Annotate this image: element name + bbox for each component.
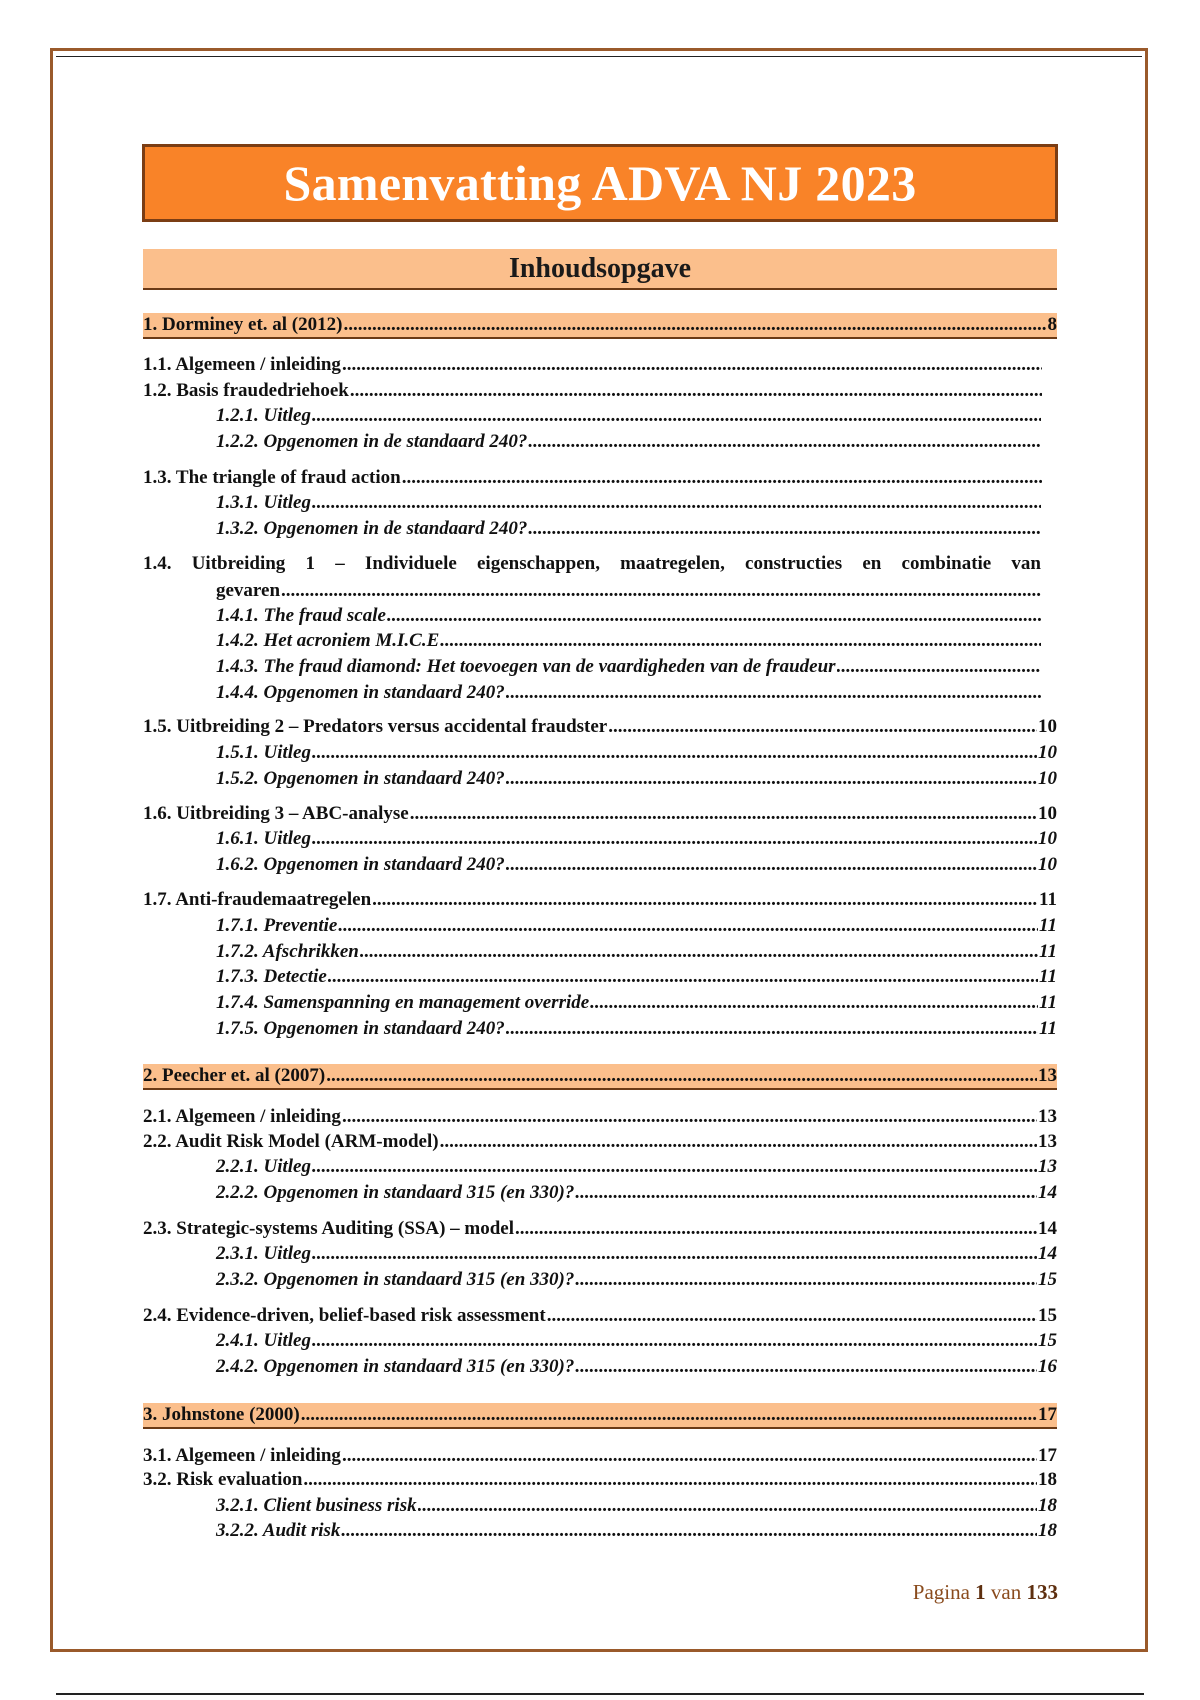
toc-label: 2.4.2. Opgenomen in standaard 315 (en 330)? [216,1356,575,1377]
dot-leader [575,1182,1037,1204]
toc-heading: Inhoudsopgave [143,249,1057,290]
toc-label: 1.7.1. Preventie [216,915,338,936]
toc-label: 2. Peecher et. al (2007) [143,1065,326,1086]
dot-leader [506,682,1041,704]
toc-entry-1-4[interactable] [216,578,1042,602]
toc-label: 1.4.1. The fraud scale [216,605,386,626]
toc-page: 14 [1038,1218,1057,1239]
dot-leader [387,605,1041,627]
toc-label: 1.6.2. Opgenomen in standaard 240? [216,854,505,875]
toc-entry-3-2-1[interactable] [216,1493,1057,1517]
toc-entry-1-6[interactable] [143,801,1057,825]
toc-page: 13 [1038,1156,1057,1177]
toc-page: 15 [1038,1305,1057,1326]
toc-page: 17 [1038,1445,1057,1466]
toc-label: 1.3.1. Uitleg [216,492,311,513]
toc-entry-1-3-1[interactable] [216,490,1042,514]
toc-label: 1.3.2. Opgenomen in de standaard 240? [216,518,528,539]
toc-entry-1-3-2[interactable] [216,516,1042,540]
bottom-rule [56,1693,1144,1695]
dot-leader [506,854,1037,876]
toc-entry-1-4-2[interactable] [216,628,1042,652]
dot-leader [590,992,1038,1014]
dot-leader [312,1330,1037,1352]
toc-entry-2-4-1[interactable] [216,1328,1057,1352]
top-rule [56,56,1142,57]
footer-prefix: Pagina [912,1580,970,1604]
page-number-footer [913,1580,1058,1605]
toc-entry-1-7[interactable] [143,887,1057,911]
toc-page: 11 [1039,966,1057,987]
toc-label: 1.3. The triangle of fraud action [143,467,401,488]
dot-leader [360,941,1038,963]
dot-leader [301,1404,1037,1426]
dot-leader [575,1356,1037,1378]
toc-page: 10 [1038,828,1057,849]
toc-page: 11 [1039,941,1057,962]
toc-entry-2-4-2[interactable] [216,1354,1057,1378]
toc-entry-1-7-2[interactable] [216,939,1057,963]
toc-page: 10 [1038,716,1057,737]
toc-entry-1-4-4[interactable] [216,680,1042,704]
dot-leader [515,1218,1037,1240]
footer-current-page: 1 [975,1580,986,1604]
dot-leader [303,1469,1037,1491]
toc-label: 1.2.1. Uitleg [216,405,311,426]
dot-leader [372,889,1038,911]
dot-leader [342,1106,1037,1128]
toc-page: 11 [1039,1018,1057,1039]
toc-page: 13 [1038,1106,1057,1127]
toc-entry-3-1[interactable] [143,1443,1057,1467]
toc-page: 8 [1047,314,1057,335]
toc-label: 2.2. Audit Risk Model (ARM-model) [143,1131,439,1152]
toc-label: 1.7. Anti-fraudemaatregelen [143,889,372,910]
footer-middle: van [990,1580,1022,1604]
toc-page: 11 [1039,889,1057,910]
toc-label: 3.2.2. Audit risk [216,1520,341,1541]
toc-entry-1-4-first-line[interactable]: 1.4. Uitbreiding 1 – Individuele eigenschappen, maatregelen, constructies en combinatie van [143,553,1041,574]
dot-leader [608,716,1037,738]
dot-leader [338,915,1038,937]
toc-label: 2.4. Evidence-driven, belief-based risk assessment [143,1305,546,1326]
toc-label: 3. Johnstone (2000) [143,1404,300,1425]
toc-label: gevaren [216,580,281,601]
toc-entry-2-3[interactable] [143,1216,1057,1240]
toc-label: 2.3. Strategic-systems Auditing (SSA) – model [143,1218,515,1239]
toc-page: 18 [1038,1495,1057,1516]
dot-leader [328,966,1038,988]
dot-leader [506,1018,1038,1040]
dot-leader [410,803,1037,825]
toc-page: 10 [1038,742,1057,763]
toc-entry-1-7-1[interactable] [216,913,1057,937]
dot-leader [343,314,1046,336]
dot-leader [312,1156,1037,1178]
toc-entry-1-2[interactable] [143,378,1043,402]
toc-label: 1.7.3. Detectie [216,966,327,987]
toc-entry-1[interactable] [143,313,1057,339]
toc-label: 2.3.1. Uitleg [216,1243,311,1264]
toc-entry-2-3-1[interactable] [216,1241,1057,1265]
dot-leader [342,354,1042,376]
toc-page: 10 [1038,768,1057,789]
toc-entry-1-5-2[interactable] [216,766,1057,790]
toc-entry-1-5[interactable] [143,714,1057,738]
toc-label: 1.6.1. Uitleg [216,828,311,849]
toc-page: 15 [1038,1330,1057,1351]
toc-label: 3.2. Risk evaluation [143,1469,303,1490]
toc-entry-2[interactable] [143,1064,1057,1090]
dot-leader [312,405,1041,427]
toc-entry-2-2-1[interactable] [216,1154,1057,1178]
dot-leader [528,431,1041,453]
toc-label: 1.5. Uitbreiding 2 – Predators versus accidental fraudster [143,716,608,737]
toc-label: 3.1. Algemeen / inleiding [143,1445,341,1466]
dot-leader [440,630,1041,652]
toc-label: 2.2.2. Opgenomen in standaard 315 (en 330)? [216,1182,575,1203]
toc-label: 1.2. Basis fraudedriehoek [143,380,349,401]
toc-label: 1.2.2. Opgenomen in de standaard 240? [216,431,528,452]
toc-entry-1-7-5[interactable] [216,1016,1057,1040]
toc-label: 3.2.1. Client business risk [216,1495,417,1516]
toc-entry-3-2-2[interactable] [216,1518,1057,1542]
dot-leader [402,467,1042,489]
toc-page: 13 [1038,1065,1057,1086]
toc-entry-1-2-2[interactable] [216,429,1042,453]
toc-page: 17 [1038,1404,1057,1425]
toc-entry-2-2-2[interactable] [216,1180,1057,1204]
toc-page: 10 [1038,803,1057,824]
dot-leader [312,742,1037,764]
dot-leader [281,580,1041,602]
toc-entry-3-2[interactable] [143,1467,1057,1491]
toc-entry-2-2[interactable] [143,1129,1057,1153]
toc-entry-2-1[interactable] [143,1104,1057,1128]
dot-leader [575,1269,1037,1291]
toc-label: 1.7.5. Opgenomen in standaard 240? [216,1018,505,1039]
toc-label: 1.4.3. The fraud diamond: Het toevoegen van de vaardigheden van de fraudeur [216,656,836,677]
toc-entry-1-6-2[interactable] [216,852,1057,876]
toc-page: 13 [1038,1131,1057,1152]
dot-leader [528,518,1041,540]
toc-entry-1-2-1[interactable] [216,403,1042,427]
toc-entry-1-7-3[interactable] [216,964,1057,988]
toc-label: 1.7.4. Samenspanning en management override [216,992,590,1013]
toc-page: 15 [1038,1269,1057,1290]
toc-page: 14 [1038,1243,1057,1264]
toc-label: 1. Dorminey et. al (2012) [143,314,343,335]
toc-label: 2.4.1. Uitleg [216,1330,311,1351]
toc-label: 1.5.1. Uitleg [216,742,311,763]
footer-total-pages: 133 [1026,1580,1058,1604]
toc-label: 1.5.2. Opgenomen in standaard 240? [216,768,505,789]
toc-entry-1-7-4[interactable] [216,990,1057,1014]
dot-leader [312,1243,1037,1265]
toc-entry-2-3-2[interactable] [216,1267,1057,1291]
toc-page: 18 [1038,1469,1057,1490]
dot-leader [547,1305,1037,1327]
dot-leader [837,656,1041,678]
toc-page: 11 [1039,992,1057,1013]
toc-page: 16 [1038,1356,1057,1377]
toc-page: 10 [1038,854,1057,875]
toc-label: 2.3.2. Opgenomen in standaard 315 (en 330)? [216,1269,575,1290]
toc-label: 1.7.2. Afschrikken [216,941,359,962]
dot-leader [312,492,1041,514]
toc-entry-1-3[interactable] [143,465,1043,489]
toc-label: 1.4.2. Het acroniem M.I.C.E [216,630,440,651]
document-title: Samenvatting ADVA NJ 2023 [142,144,1058,222]
dot-leader [418,1495,1037,1517]
dot-leader [341,1520,1037,1542]
toc-label: 1.6. Uitbreiding 3 – ABC-analyse [143,803,409,824]
toc-entry-1-4-3[interactable] [216,654,1042,678]
dot-leader [506,768,1037,790]
toc-page: 11 [1039,915,1057,936]
toc-page: 18 [1038,1520,1057,1541]
dot-leader [350,380,1042,402]
toc-label: 1.4.4. Opgenomen in standaard 240? [216,682,505,703]
toc-label: 1.1. Algemeen / inleiding [143,354,341,375]
toc-entry-1-1[interactable] [143,352,1043,376]
dot-leader [312,828,1037,850]
toc-entry-1-4-1[interactable] [216,603,1042,627]
toc-entry-2-4[interactable] [143,1303,1057,1327]
dot-leader [342,1445,1037,1467]
toc-page: 14 [1038,1182,1057,1203]
toc-label: 2.1. Algemeen / inleiding [143,1106,341,1127]
toc-entry-3[interactable] [143,1403,1057,1429]
toc-entry-1-6-1[interactable] [216,826,1057,850]
dot-leader [326,1065,1037,1087]
toc-label: 2.2.1. Uitleg [216,1156,311,1177]
toc-entry-1-5-1[interactable] [216,740,1057,764]
dot-leader [440,1131,1037,1153]
